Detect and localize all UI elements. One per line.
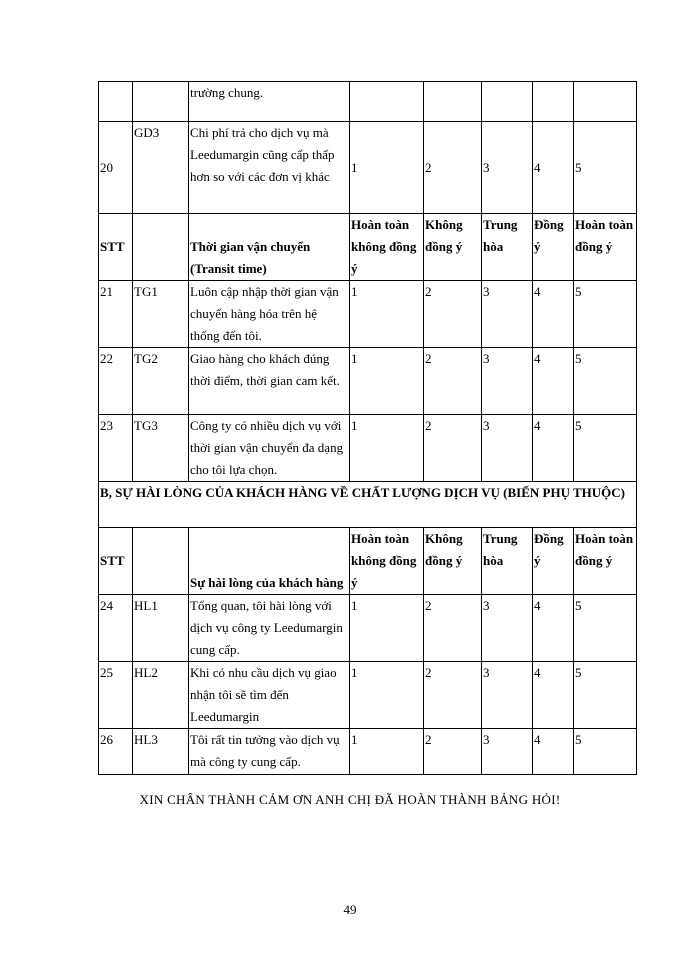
scale-value: 2 bbox=[424, 281, 482, 348]
group-header-row bbox=[99, 214, 637, 281]
group-header-row bbox=[99, 528, 637, 595]
item-code: GD3 bbox=[133, 122, 189, 214]
scale-value: 1 bbox=[350, 122, 424, 214]
scale-value: 3 bbox=[482, 415, 533, 482]
table-row bbox=[99, 122, 637, 214]
item-text: Chi phí trả cho dịch vụ mà Leedumargin cũng cấp thấp hơn so với các đơn vị khác bbox=[189, 122, 350, 214]
scale-value: 4 bbox=[533, 415, 574, 482]
page-number: 49 bbox=[343, 902, 357, 917]
item-text: Khi có nhu cầu dịch vụ giao nhận tôi sẽ tìm đến Leedumargin bbox=[189, 662, 350, 729]
item-code: HL3 bbox=[133, 729, 189, 775]
scale-header: Trung hòa bbox=[482, 528, 533, 595]
item-stt: 21 bbox=[99, 281, 133, 348]
item-code: TG1 bbox=[133, 281, 189, 348]
section-b-title: B, SỰ HÀI LÒNG CỦA KHÁCH HÀNG VỀ CHẤT LƯỢNG DỊCH VỤ (BIẾN PHỤ THUỘC) bbox=[99, 482, 637, 528]
item-text: Tổng quan, tôi hài lòng với dịch vụ công ty Leedumargin cung cấp. bbox=[189, 595, 350, 662]
item-text: trường chung. bbox=[189, 82, 350, 122]
scale-header: Hoàn toàn đồng ý bbox=[574, 214, 637, 281]
scale-value: 3 bbox=[482, 281, 533, 348]
item-code: HL1 bbox=[133, 595, 189, 662]
scale-value: 2 bbox=[424, 662, 482, 729]
scale-header: Không đồng ý bbox=[424, 528, 482, 595]
scale-header: Hoàn toàn đồng ý bbox=[574, 528, 637, 595]
scale-header: Trung hòa bbox=[482, 214, 533, 281]
scale-value: 3 bbox=[482, 662, 533, 729]
scale-value: 4 bbox=[533, 595, 574, 662]
item-text: Luôn cập nhập thời gian vận chuyển hàng hóa trên hệ thống đến tôi. bbox=[189, 281, 350, 348]
table-row bbox=[99, 281, 637, 348]
scale-value: 5 bbox=[574, 595, 637, 662]
survey-table bbox=[98, 81, 637, 775]
section-b-row bbox=[99, 482, 637, 528]
continued-row bbox=[99, 82, 637, 122]
item-stt: 22 bbox=[99, 348, 133, 415]
scale-header: Không đồng ý bbox=[424, 214, 482, 281]
group-title: Sự hài lòng của khách hàng bbox=[189, 528, 350, 595]
scale-value: 5 bbox=[574, 662, 637, 729]
item-code: HL2 bbox=[133, 662, 189, 729]
item-code: TG3 bbox=[133, 415, 189, 482]
item-stt: 20 bbox=[99, 122, 133, 214]
scale-value: 4 bbox=[533, 348, 574, 415]
scale-value: 4 bbox=[533, 281, 574, 348]
scale-value: 1 bbox=[350, 415, 424, 482]
scale-value: 1 bbox=[350, 348, 424, 415]
item-stt: 26 bbox=[99, 729, 133, 775]
item-text: Công ty có nhiều dịch vụ với thời gian vận chuyển đa dạng cho tôi lựa chọn. bbox=[189, 415, 350, 482]
item-text: Giao hàng cho khách đúng thời điểm, thời gian cam kết. bbox=[189, 348, 350, 415]
scale-header: Đồng ý bbox=[533, 214, 574, 281]
scale-header: Hoàn toàn không đồng ý bbox=[350, 528, 424, 595]
table-row bbox=[99, 348, 637, 415]
scale-value: 2 bbox=[424, 729, 482, 775]
scale-value: 4 bbox=[533, 729, 574, 775]
scale-value: 2 bbox=[424, 415, 482, 482]
stt-header: STT bbox=[99, 528, 133, 595]
scale-value: 3 bbox=[482, 595, 533, 662]
scale-value: 4 bbox=[533, 662, 574, 729]
scale-value: 3 bbox=[482, 729, 533, 775]
scale-value: 2 bbox=[424, 595, 482, 662]
table-row bbox=[99, 662, 637, 729]
item-code: TG2 bbox=[133, 348, 189, 415]
scale-value: 1 bbox=[350, 662, 424, 729]
scale-value: 2 bbox=[424, 348, 482, 415]
table-row bbox=[99, 595, 637, 662]
table-row bbox=[99, 729, 637, 775]
scale-value: 5 bbox=[574, 729, 637, 775]
group-title: Thời gian vận chuyển (Transit time) bbox=[189, 214, 350, 281]
table-row bbox=[99, 415, 637, 482]
scale-header: Hoàn toàn không đồng ý bbox=[350, 214, 424, 281]
scale-value: 1 bbox=[350, 729, 424, 775]
scale-value: 2 bbox=[424, 122, 482, 214]
scale-header: Đồng ý bbox=[533, 528, 574, 595]
stt-header: STT bbox=[99, 214, 133, 281]
scale-value: 5 bbox=[574, 281, 637, 348]
closing-text: XIN CHÂN THÀNH CẢM ƠN ANH CHỊ ĐÃ HOÀN THÀNH BẢNG HỎI! bbox=[139, 792, 561, 807]
item-stt: 24 bbox=[99, 595, 133, 662]
scale-value: 4 bbox=[533, 122, 574, 214]
scale-value: 1 bbox=[350, 595, 424, 662]
scale-value: 5 bbox=[574, 415, 637, 482]
scale-value: 3 bbox=[482, 122, 533, 214]
item-stt: 23 bbox=[99, 415, 133, 482]
scale-value: 5 bbox=[574, 348, 637, 415]
scale-value: 5 bbox=[574, 122, 637, 214]
item-text: Tôi rất tin tưởng vào dịch vụ mà công ty cung cấp. bbox=[189, 729, 350, 775]
item-stt: 25 bbox=[99, 662, 133, 729]
scale-value: 1 bbox=[350, 281, 424, 348]
scale-value: 3 bbox=[482, 348, 533, 415]
